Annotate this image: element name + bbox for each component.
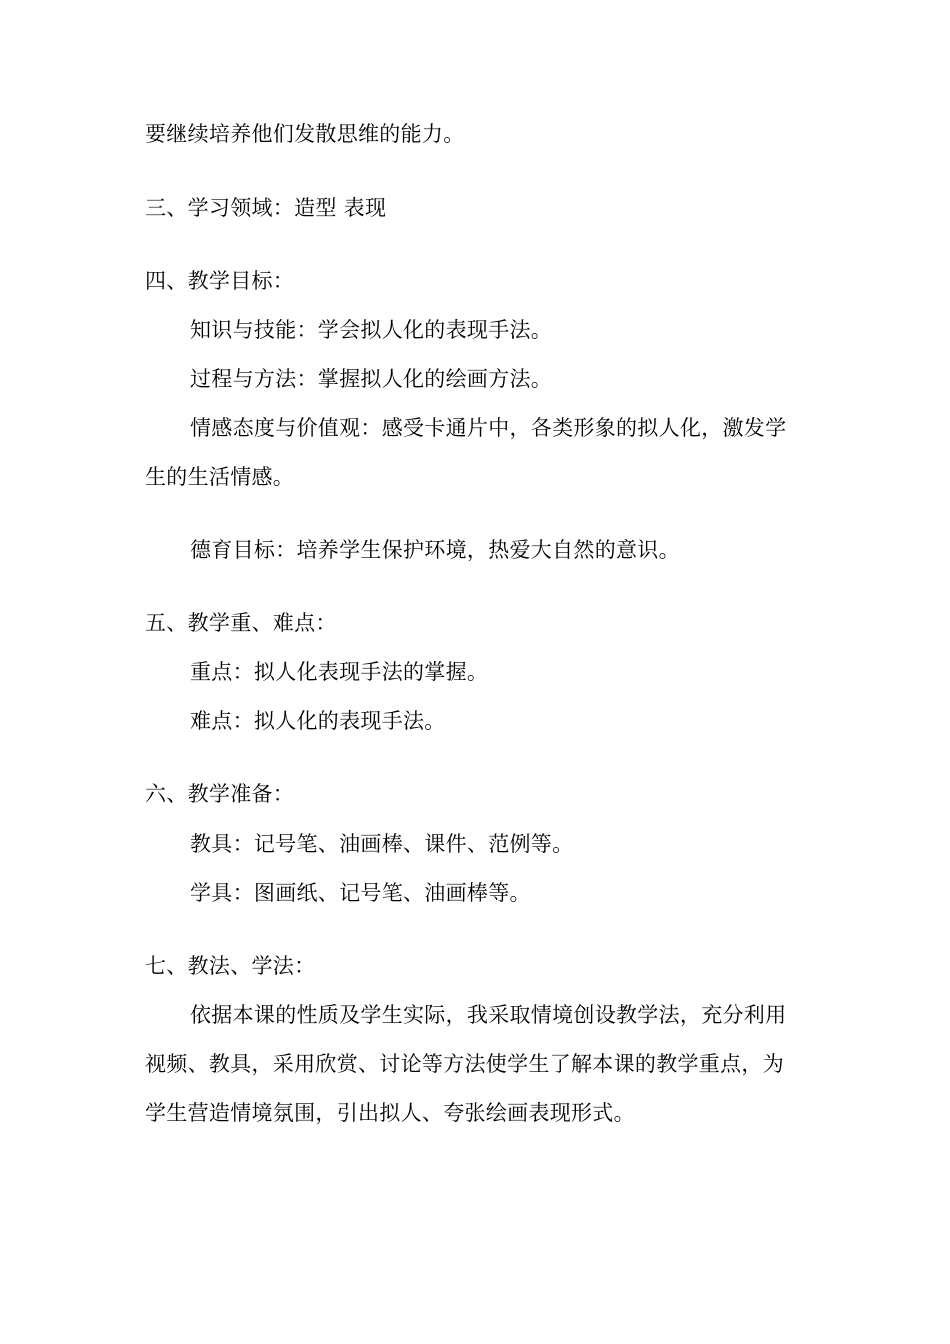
paragraph-line: 视频、教具，采用欣赏、讨论等方法使学生了解本课的教学重点，为 — [145, 1052, 784, 1076]
paragraph-line: 依据本课的性质及学生实际，我采取情境创设教学法，充分利用 — [190, 1003, 787, 1027]
section-heading: 三、学习领域：造型 表现 — [145, 196, 387, 220]
paragraph-line: 重点：拟人化表现手法的掌握。 — [190, 660, 489, 684]
paragraph-line: 要继续培养他们发散思维的能力。 — [145, 122, 465, 146]
paragraph-line: 生的生活情感。 — [145, 465, 295, 489]
paragraph-line: 德育目标：培养学生保护环境，热爱大自然的意识。 — [190, 538, 680, 562]
section-heading: 五、教学重、难点： — [145, 611, 337, 635]
paragraph-line: 过程与方法：掌握拟人化的绘画方法。 — [190, 367, 553, 391]
section-heading: 四、教学目标： — [145, 269, 295, 293]
paragraph-line: 知识与技能：学会拟人化的表现手法。 — [190, 318, 553, 342]
paragraph-line: 难点：拟人化的表现手法。 — [190, 709, 446, 733]
section-heading: 七、教法、学法： — [145, 954, 316, 978]
paragraph-line: 情感态度与价值观：感受卡通片中，各类形象的拟人化，激发学 — [190, 416, 787, 440]
paragraph-line: 学具：图画纸、记号笔、油画棒等。 — [190, 881, 531, 905]
paragraph-line: 学生营造情境氛围，引出拟人、夸张绘画表现形式。 — [145, 1101, 635, 1125]
section-heading: 六、教学准备： — [145, 782, 295, 806]
paragraph-line: 教具：记号笔、油画棒、课件、范例等。 — [190, 832, 574, 856]
